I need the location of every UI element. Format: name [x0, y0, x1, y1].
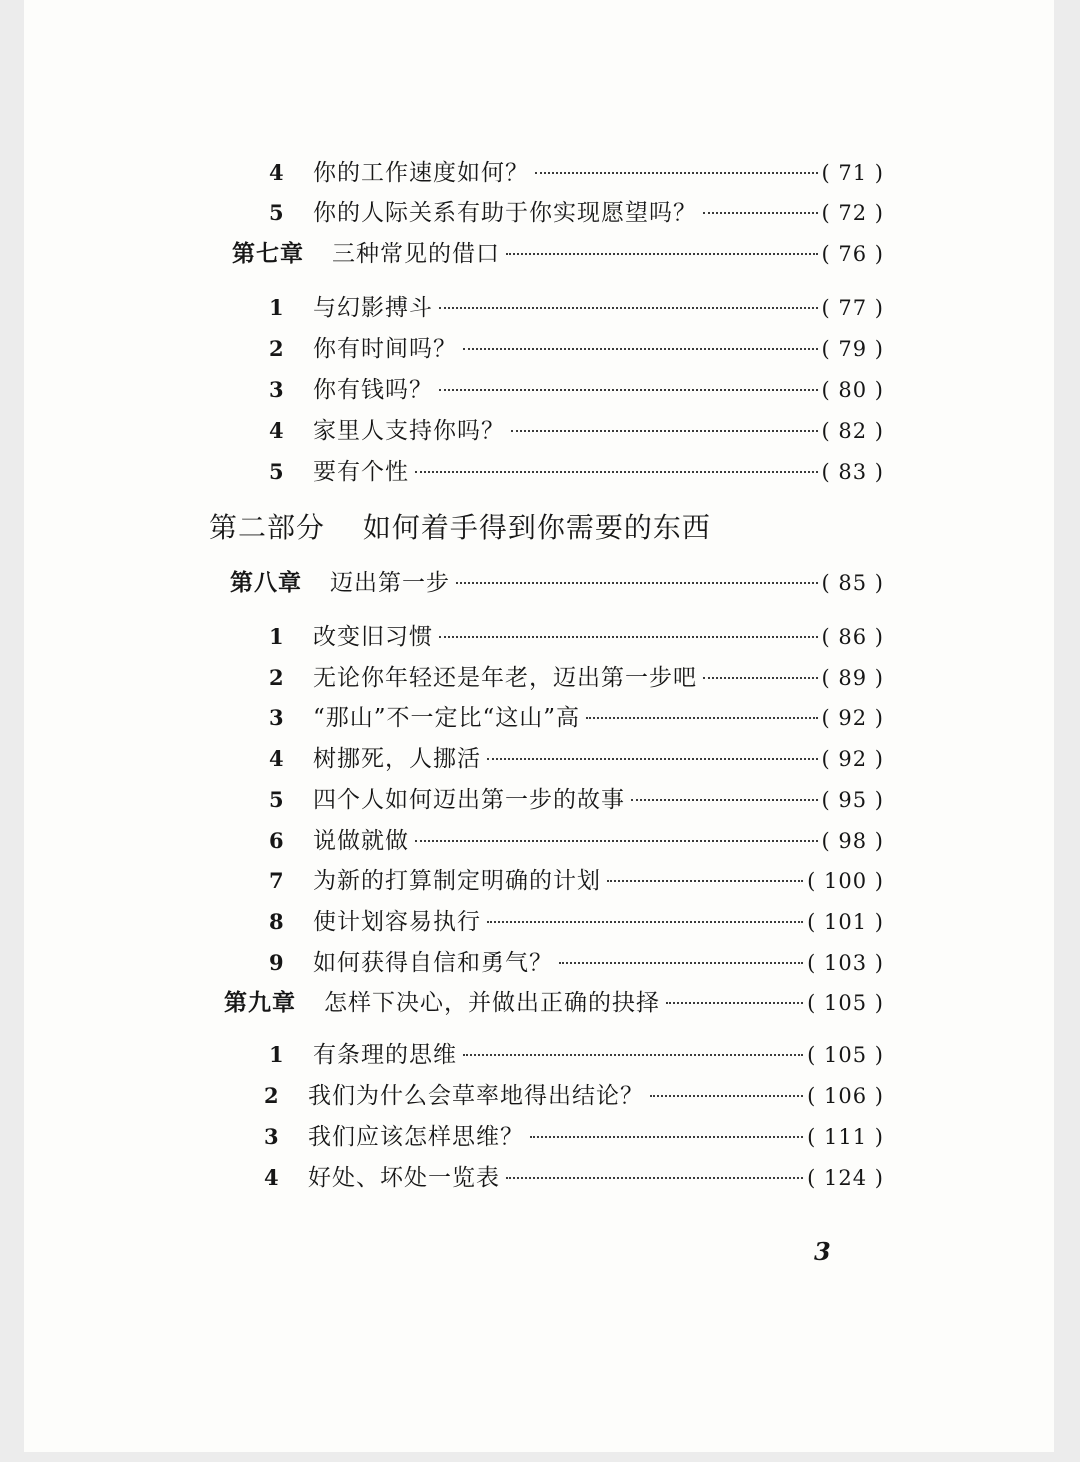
toc-entry — [269, 455, 884, 489]
toc-entry — [269, 864, 884, 898]
entry-title: 我们应该怎样思维？ — [308, 1124, 524, 1150]
page-number: 3 — [814, 1237, 831, 1266]
toc-entry — [269, 742, 884, 776]
dot-leader — [511, 429, 818, 432]
toc-entry — [269, 661, 884, 695]
dot-leader — [559, 961, 803, 964]
entry-title: 如何获得自信和勇气？ — [313, 950, 553, 976]
entry-page: ( 86 ) — [821, 625, 884, 649]
entry-page: ( 82 ) — [821, 419, 884, 443]
toc-entry — [269, 620, 884, 654]
dot-leader — [487, 757, 818, 760]
entry-number: 1 — [269, 295, 284, 320]
book-page — [24, 0, 1054, 1452]
toc-entry — [269, 1038, 884, 1072]
entry-title: 无论你年轻还是年老，迈出第一步吧 — [313, 665, 697, 691]
chapter-title: 迈出第一步 — [330, 570, 450, 596]
entry-page: ( 101 ) — [807, 910, 884, 934]
entry-page: ( 100 ) — [807, 869, 884, 893]
chapter-label: 第七章 — [232, 240, 304, 267]
toc-entry — [269, 946, 884, 980]
part-heading — [209, 508, 909, 548]
entry-page: ( 105 ) — [807, 1043, 884, 1067]
chapter-title: 三种常见的借口 — [332, 241, 500, 267]
entry-page: ( 71 ) — [821, 161, 884, 185]
dot-leader — [415, 470, 818, 473]
toc-entry — [269, 196, 884, 230]
entry-title: 你有时间吗？ — [313, 336, 457, 362]
entry-page: ( 72 ) — [821, 201, 884, 225]
dot-leader — [703, 211, 818, 214]
entry-page: ( 76 ) — [821, 242, 884, 266]
entry-title: 你的人际关系有助于你实现愿望吗？ — [313, 200, 697, 226]
entry-page: ( 80 ) — [821, 378, 884, 402]
entry-title: 你有钱吗？ — [313, 377, 433, 403]
dot-leader — [506, 1176, 803, 1179]
dot-leader — [506, 252, 818, 255]
entry-number: 7 — [269, 868, 284, 893]
dot-leader — [530, 1135, 803, 1138]
entry-page: ( 103 ) — [807, 951, 884, 975]
chapter-entry — [230, 566, 884, 600]
entry-number: 9 — [269, 950, 284, 975]
entry-number: 5 — [269, 459, 284, 484]
entry-page: ( 77 ) — [821, 296, 884, 320]
entry-page: ( 95 ) — [821, 788, 884, 812]
entry-number: 1 — [269, 1042, 284, 1067]
entry-number: 2 — [269, 336, 284, 361]
entry-page: ( 92 ) — [821, 706, 884, 730]
entry-title: 使计划容易执行 — [313, 909, 481, 935]
entry-number: 4 — [269, 160, 284, 185]
entry-title: 四个人如何迈出第一步的故事 — [313, 787, 625, 813]
entry-number: 4 — [269, 418, 284, 443]
entry-number: 5 — [269, 200, 284, 225]
toc-entry — [269, 332, 884, 366]
entry-page: ( 105 ) — [807, 991, 884, 1015]
dot-leader — [439, 306, 818, 309]
entry-number: 4 — [269, 746, 284, 771]
dot-leader — [703, 676, 818, 679]
entry-title: 为新的打算制定明确的计划 — [313, 868, 601, 894]
dot-leader — [456, 581, 818, 584]
entry-title: “那山”不一定比“这山”高 — [313, 705, 581, 731]
entry-number: 1 — [269, 624, 284, 649]
toc-entry — [269, 783, 884, 817]
chapter-entry — [232, 237, 884, 271]
entry-page: ( 92 ) — [821, 747, 884, 771]
entry-number: 8 — [269, 909, 284, 934]
entry-title: 要有个性 — [313, 459, 409, 485]
dot-leader — [535, 171, 818, 174]
toc-entry — [264, 1120, 884, 1154]
entry-title: 你的工作速度如何？ — [313, 160, 529, 186]
toc-entry — [269, 701, 884, 735]
chapter-title: 怎样下决心，并做出正确的抉择 — [324, 990, 660, 1016]
entry-title: 树挪死，人挪活 — [313, 746, 481, 772]
toc-entry — [269, 373, 884, 407]
entry-title: 我们为什么会草率地得出结论？ — [308, 1083, 644, 1109]
dot-leader — [666, 1001, 803, 1004]
dot-leader — [650, 1094, 803, 1097]
dot-leader — [463, 347, 818, 350]
dot-leader — [439, 388, 818, 391]
toc-entry — [269, 824, 884, 858]
part-label: 第二部分 — [209, 511, 326, 544]
entry-page: ( 83 ) — [821, 460, 884, 484]
dot-leader — [631, 798, 818, 801]
chapter-label: 第九章 — [224, 989, 296, 1016]
entry-title: 好处、坏处一览表 — [308, 1165, 500, 1191]
dot-leader — [439, 635, 818, 638]
toc-entry — [269, 156, 884, 190]
entry-number: 2 — [269, 665, 284, 690]
entry-title: 改变旧习惯 — [313, 624, 433, 650]
entry-number: 3 — [269, 705, 284, 730]
toc-entry — [269, 291, 884, 325]
entry-number: 3 — [269, 377, 284, 402]
entry-number: 2 — [264, 1083, 279, 1108]
chapter-label: 第八章 — [230, 569, 302, 596]
entry-page: ( 85 ) — [821, 571, 884, 595]
dot-leader — [487, 920, 803, 923]
entry-page: ( 79 ) — [821, 337, 884, 361]
part-title: 如何着手得到你需要的东西 — [362, 511, 711, 544]
chapter-entry — [224, 986, 884, 1020]
dot-leader — [586, 716, 817, 719]
entry-page: ( 124 ) — [807, 1166, 884, 1190]
dot-leader — [463, 1053, 803, 1056]
entry-page: ( 89 ) — [821, 666, 884, 690]
entry-page: ( 111 ) — [807, 1125, 884, 1149]
entry-title: 与幻影搏斗 — [313, 295, 433, 321]
toc-entry — [269, 905, 884, 939]
entry-number: 5 — [269, 787, 284, 812]
table-of-contents — [24, 0, 1054, 1452]
entry-page: ( 98 ) — [821, 829, 884, 853]
entry-title: 有条理的思维 — [313, 1042, 457, 1068]
entry-number: 3 — [264, 1124, 279, 1149]
dot-leader — [415, 839, 818, 842]
entry-title: 说做就做 — [313, 828, 409, 854]
entry-page: ( 106 ) — [807, 1084, 884, 1108]
toc-entry — [264, 1079, 884, 1113]
entry-title: 家里人支持你吗？ — [313, 418, 505, 444]
entry-number: 4 — [264, 1165, 279, 1190]
dot-leader — [607, 879, 803, 882]
toc-entry — [264, 1161, 884, 1195]
toc-entry — [269, 414, 884, 448]
entry-number: 6 — [269, 828, 284, 853]
